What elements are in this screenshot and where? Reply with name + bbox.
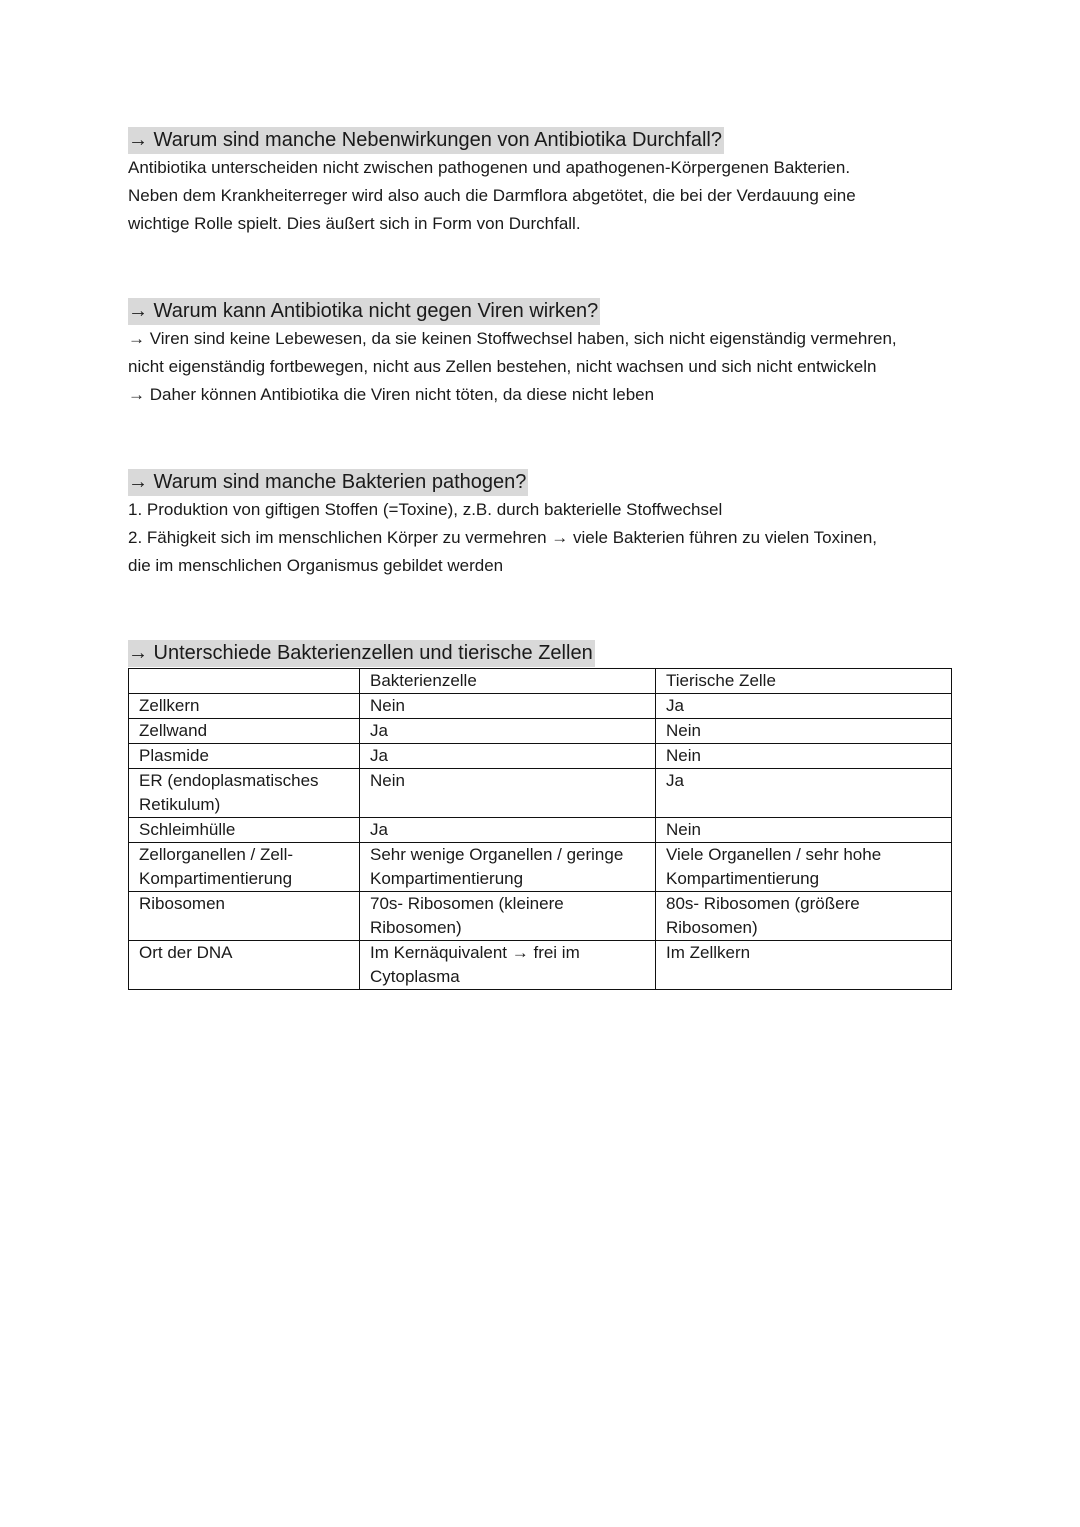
table-row	[129, 892, 952, 941]
paragraph-line: wichtige Rolle spielt. Dies äußert sich in Form von Durchfall.	[128, 214, 581, 233]
table-cell-bakterie: Nein	[360, 769, 656, 818]
paragraph-line: die im menschlichen Organismus gebildet werden	[128, 556, 504, 575]
table-cell-feature: Zellorganellen / Zell-Kompartimentierung	[129, 843, 360, 892]
paragraph-line: Antibiotika unterscheiden nicht zwischen pathogenen und apathogenen-Körpergenen Bakterien.	[128, 158, 851, 177]
section-heading: → Warum kann Antibiotika nicht gegen Viren wirken?	[128, 298, 600, 325]
table-cell-tier: Im Zellkern	[656, 941, 952, 990]
section-comparison	[128, 640, 958, 990]
table-header-row	[129, 669, 952, 694]
table-cell-feature: Zellkern	[129, 694, 360, 719]
table-cell-feature: Plasmide	[129, 744, 360, 769]
comparison-table	[128, 668, 952, 990]
table-cell-feature: Ort der DNA	[129, 941, 360, 990]
paragraph-line: Neben dem Krankheiterreger wird also auch die Darmflora abgetötet, die bei der Verdauung eine	[128, 186, 856, 205]
paragraph-line: → Viren sind keine Lebewesen, da sie keinen Stoffwechsel haben, sich nicht eigenständig vermehren,	[128, 329, 897, 348]
table-row	[129, 719, 952, 744]
table-cell-bakterie: Nein	[360, 694, 656, 719]
table-heading: → Unterschiede Bakterienzellen und tierische Zellen	[128, 640, 595, 667]
table-cell-feature: Schleimhülle	[129, 818, 360, 843]
table-cell-tier: Ja	[656, 694, 952, 719]
table-cell-bakterie: Ja	[360, 719, 656, 744]
table-row	[129, 941, 952, 990]
table-cell-tier: Viele Organellen / sehr hohe Kompartimentierung	[656, 843, 952, 892]
paragraph-line: nicht eigenständig fortbewegen, nicht aus Zellen bestehen, nicht wachsen und sich nicht entwickeln	[128, 357, 877, 376]
section-pathogen	[128, 469, 958, 580]
table-cell-feature: Zellwand	[129, 719, 360, 744]
section-paragraph	[128, 496, 958, 580]
table-cell-bakterie: Im Kernäquivalent → frei im Cytoplasma	[360, 941, 656, 990]
table-cell-bakterie: Ja	[360, 744, 656, 769]
table-cell-feature: ER (endoplasmatisches Retikulum)	[129, 769, 360, 818]
table-header-cell: Tierische Zelle	[656, 669, 952, 694]
section-heading: → Warum sind manche Nebenwirkungen von Antibiotika Durchfall?	[128, 127, 724, 154]
table-cell-tier: Nein	[656, 719, 952, 744]
paragraph-line: → Daher können Antibiotika die Viren nicht töten, da diese nicht leben	[128, 385, 655, 404]
table-cell-tier: Nein	[656, 744, 952, 769]
table-row	[129, 694, 952, 719]
table-cell-bakterie: Ja	[360, 818, 656, 843]
section-paragraph	[128, 325, 958, 409]
table-cell-bakterie: Sehr wenige Organellen / geringe Kompartimentierung	[360, 843, 656, 892]
table-row	[129, 843, 952, 892]
section-durchfall	[128, 127, 958, 238]
table-row	[129, 818, 952, 843]
table-cell-feature: Ribosomen	[129, 892, 360, 941]
table-cell-bakterie: 70s- Ribosomen (kleinere Ribosomen)	[360, 892, 656, 941]
paragraph-line: 1. Produktion von giftigen Stoffen (=Toxine), z.B. durch bakterielle Stoffwechsel	[128, 500, 723, 519]
table-row	[129, 769, 952, 818]
section-heading: → Warum sind manche Bakterien pathogen?	[128, 469, 528, 496]
table-row	[129, 744, 952, 769]
paragraph-line: 2. Fähigkeit sich im menschlichen Körper zu vermehren → viele Bakterien führen zu vielen Toxinen,	[128, 528, 877, 547]
table-cell-tier: Nein	[656, 818, 952, 843]
section-viren	[128, 298, 958, 409]
table-header-cell: Bakterienzelle	[360, 669, 656, 694]
table-header-cell	[129, 669, 360, 694]
section-paragraph	[128, 154, 958, 238]
table-cell-tier: 80s- Ribosomen (größere Ribosomen)	[656, 892, 952, 941]
table-cell-tier: Ja	[656, 769, 952, 818]
